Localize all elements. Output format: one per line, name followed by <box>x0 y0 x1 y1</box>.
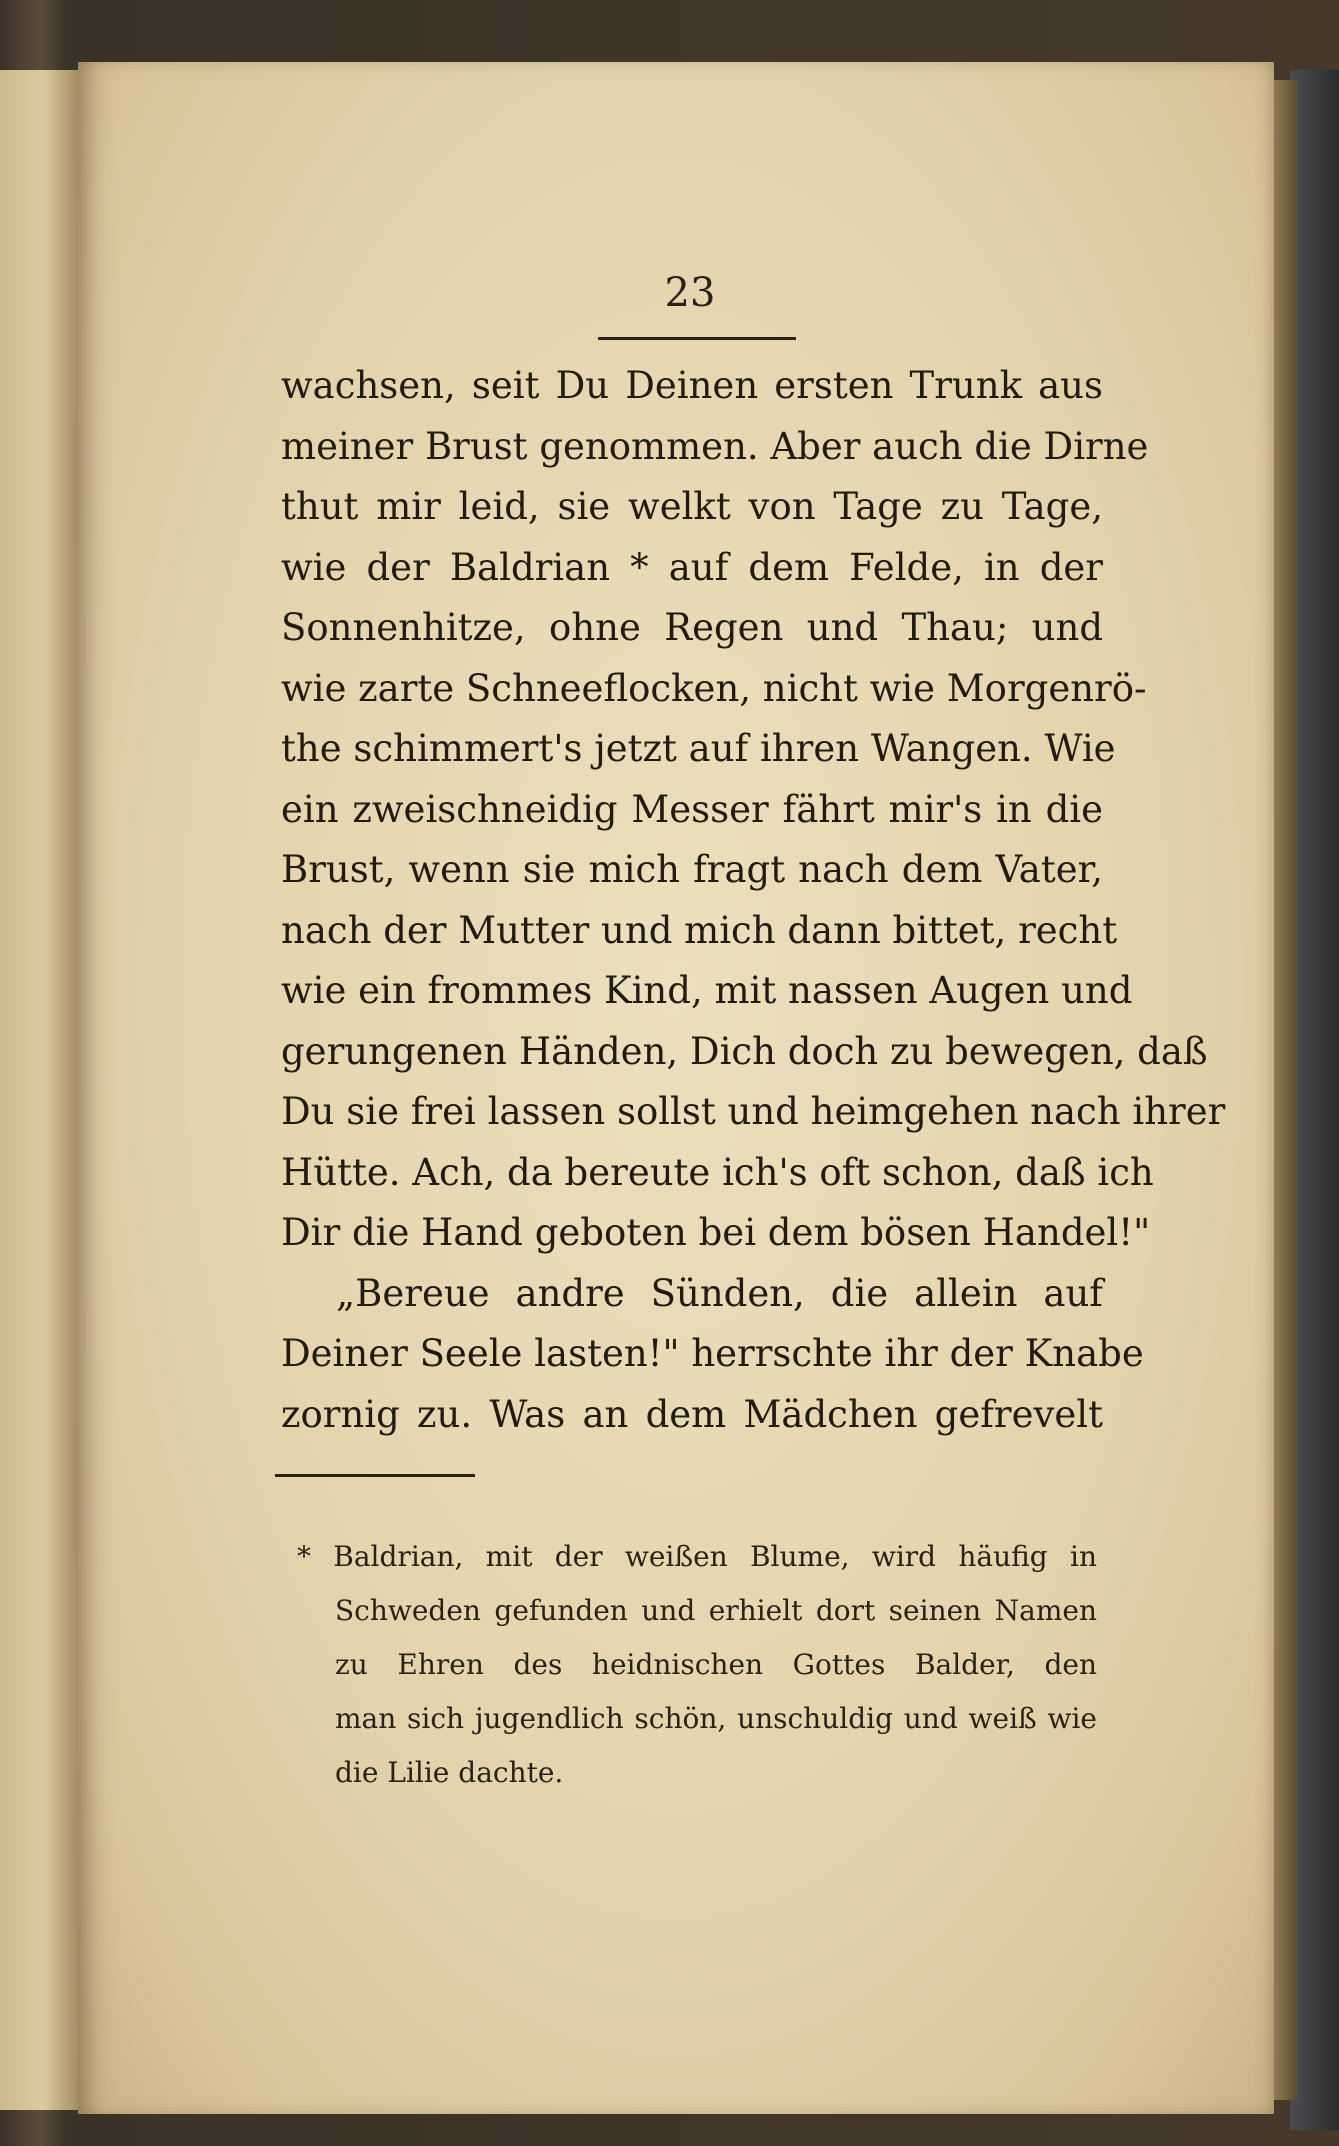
header-rule <box>598 337 796 340</box>
previous-page-edge <box>0 70 78 2110</box>
footnote <box>297 1530 1097 1800</box>
text-line: wie zarte Schneeflocken, nicht wie Morgenrö- <box>281 666 1147 710</box>
footnote-line: man sich jugendlich schön, unschuldig und weiß wie <box>335 1702 1097 1735</box>
footnote-line: zu Ehren des heidnischen Gottes Balder, den <box>335 1648 1097 1681</box>
text-line: „Bereue andre Sünden, die allein auf <box>336 1271 1103 1315</box>
main-text <box>281 356 1226 1445</box>
text-line: wachsen, seit Du Deinen ersten Trunk aus <box>281 364 1103 407</box>
text-line: the schimmert's jetzt auf ihren Wangen. Wie <box>281 727 1116 770</box>
text-line: Du sie frei lassen sollst und heimgehen nach ihrer <box>281 1090 1226 1133</box>
page-number: 23 <box>664 270 716 316</box>
footnote-rule <box>275 1474 475 1477</box>
text-line: meiner Brust genommen. Aber auch die Dirne <box>281 424 1149 468</box>
text-line: Deiner Seele lasten!" herrschte ihr der Knabe <box>281 1332 1144 1375</box>
text-line: Hütte. Ach, da bereute ich's oft schon, daß ich <box>281 1150 1154 1194</box>
footnote-line: Schweden gefunden und erhielt dort seinen Namen <box>335 1594 1097 1627</box>
footnote-line: * Baldrian, mit der weißen Blume, wird häufig in <box>297 1540 1097 1573</box>
text-line: wie der Baldrian * auf dem Felde, in der <box>281 545 1103 589</box>
text-line: Brust, wenn sie mich fragt nach dem Vater, <box>281 848 1103 891</box>
text-line: gerungenen Händen, Dich doch zu bewegen, daß <box>281 1029 1208 1073</box>
text-line: nach der Mutter und mich dann bittet, recht <box>281 908 1118 952</box>
text-line: Sonnenhitze, ohne Regen und Thau; und <box>281 606 1103 649</box>
text-line: thut mir leid, sie welkt von Tage zu Tage, <box>281 485 1103 528</box>
text-line: ein zweischneidig Messer fährt mir's in die <box>281 787 1103 831</box>
text-line: wie ein frommes Kind, mit nassen Augen und <box>281 969 1133 1012</box>
text-line: zornig zu. Was an dem Mädchen gefrevelt <box>281 1392 1103 1436</box>
footnote-line: die Lilie dachte. <box>335 1756 564 1789</box>
text-line: Dir die Hand geboten bei dem bösen Handel!" <box>281 1211 1151 1254</box>
